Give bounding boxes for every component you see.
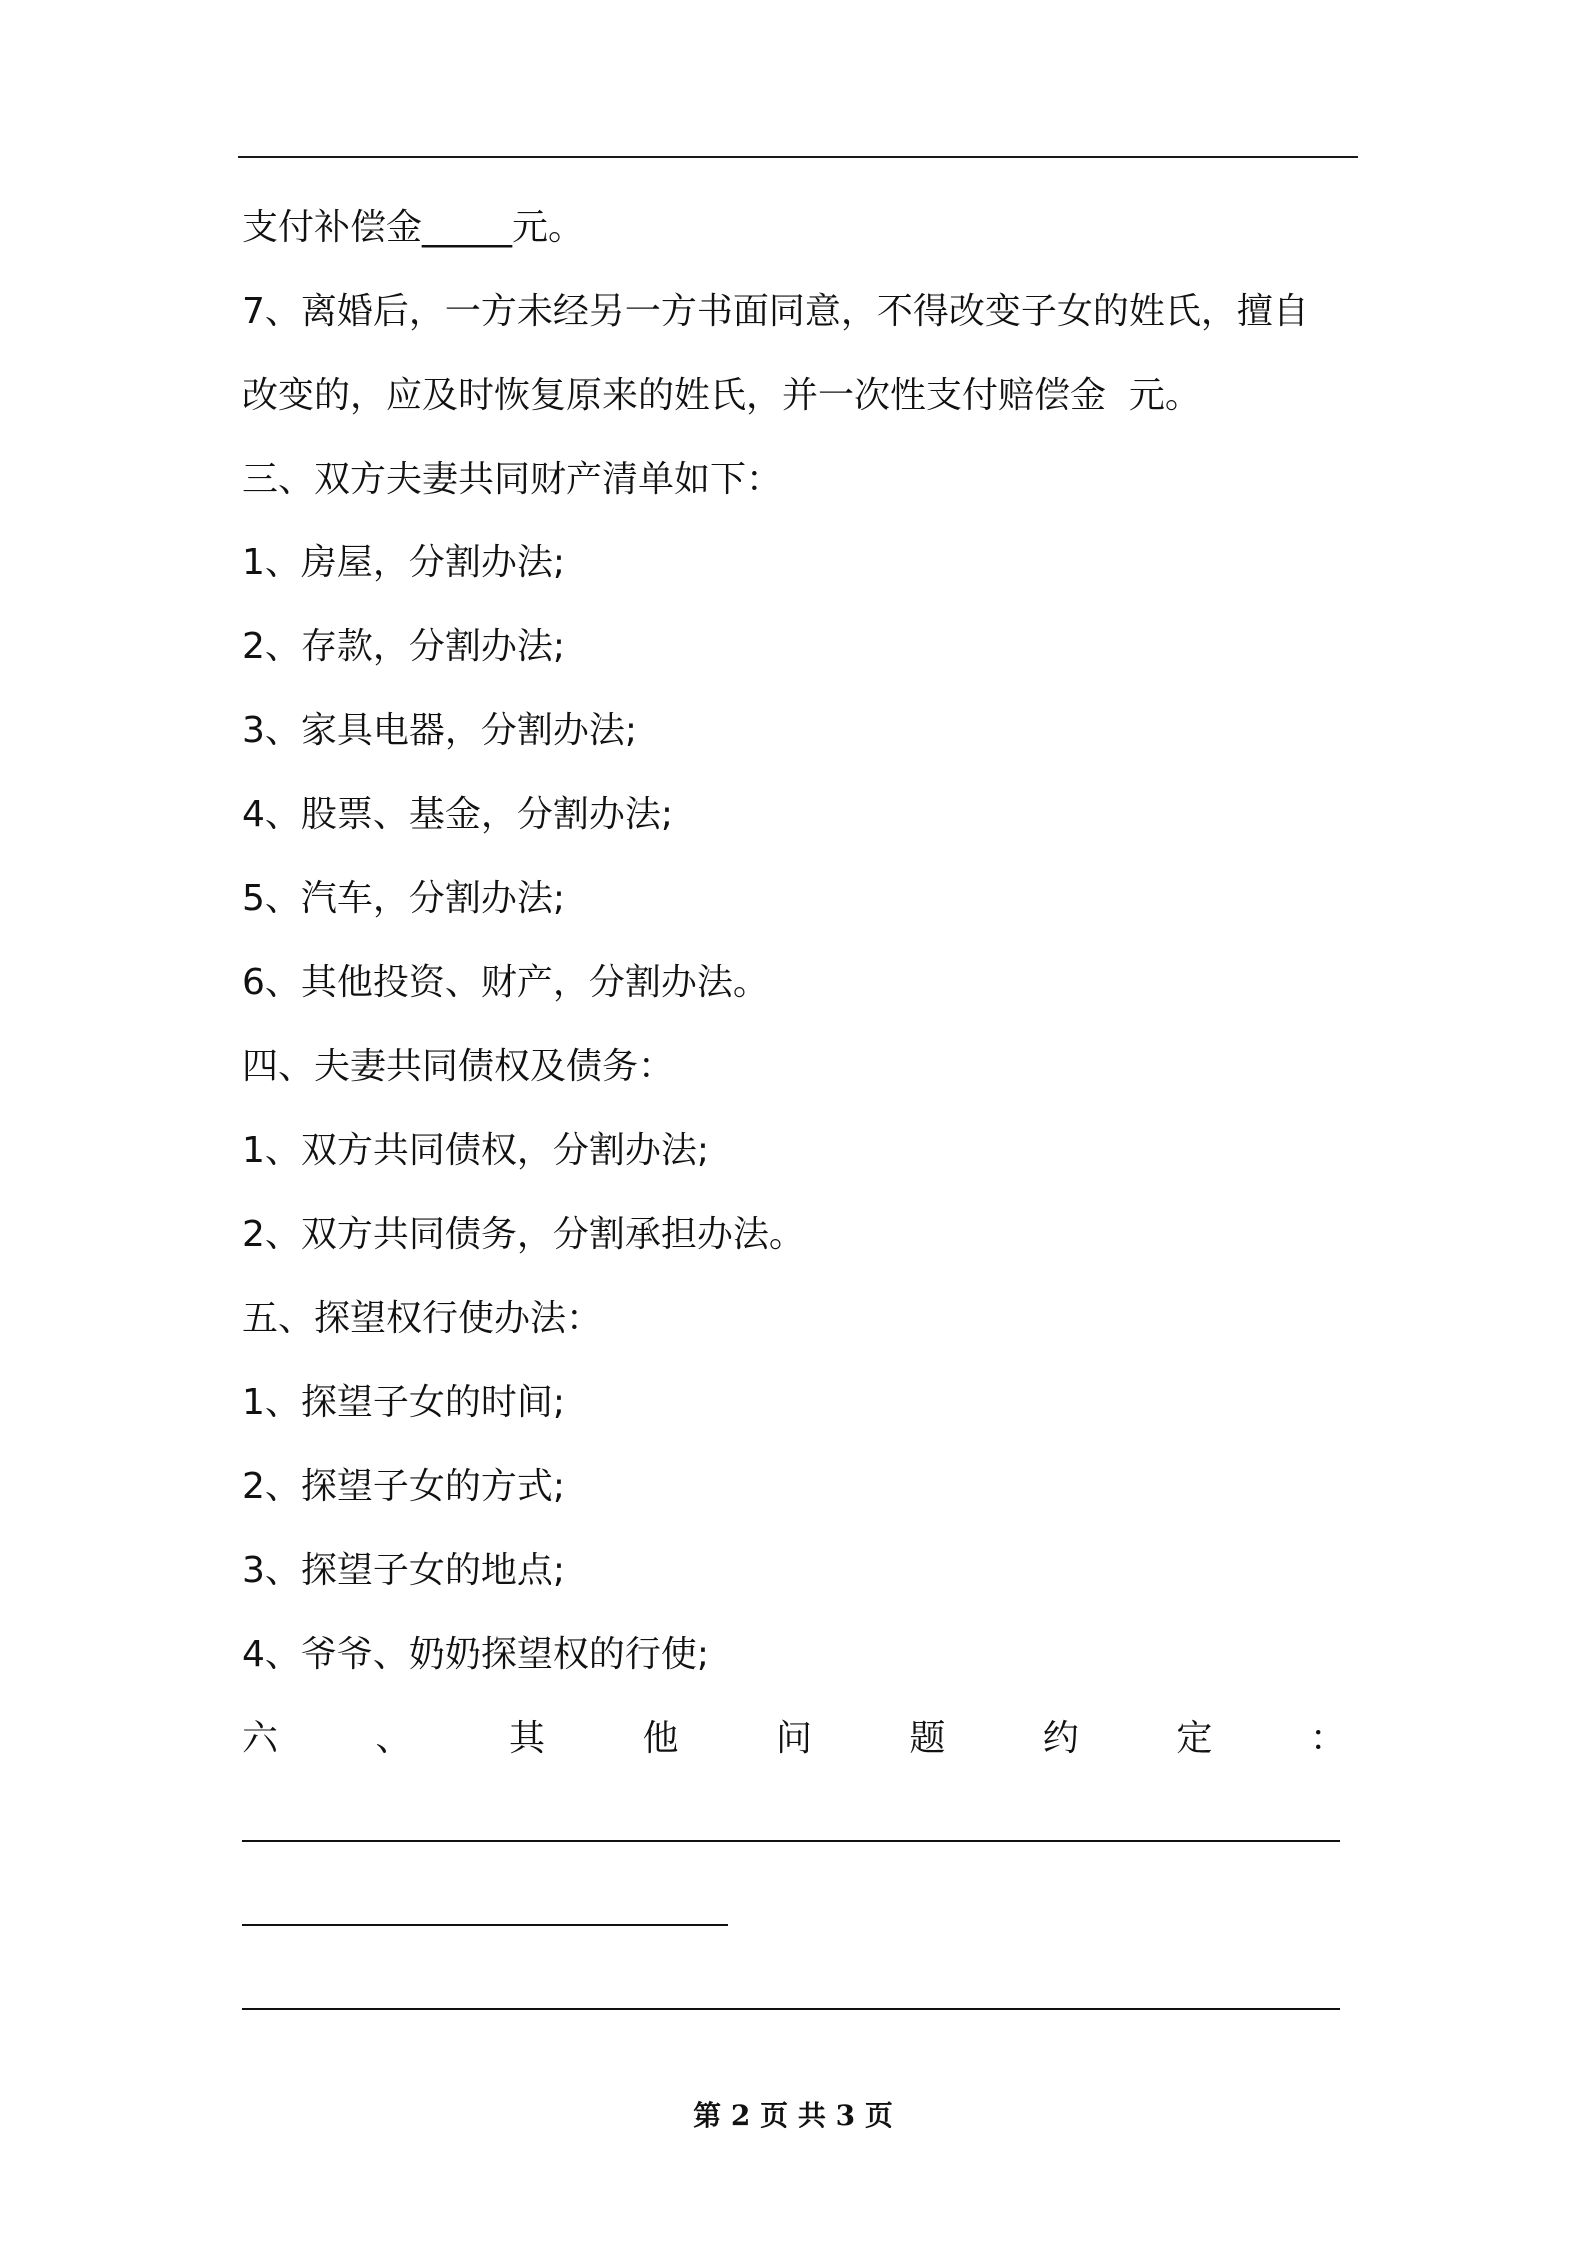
- heading-char: 其: [508, 1718, 545, 1759]
- fill-in-blank-line: [242, 1840, 1340, 1842]
- list-item: 2、探望子女的方式;: [242, 1466, 566, 1507]
- list-item: 4、爷爷、奶奶探望权的行使;: [242, 1634, 710, 1675]
- list-item: 1、房屋，分割办法;: [242, 542, 566, 583]
- section-heading-six: [242, 1717, 1346, 1761]
- fill-in-blank-line: [242, 2008, 1340, 2010]
- heading-char: 约: [1042, 1718, 1079, 1759]
- text-line: 改变的，应及时恢复原来的姓氏，并一次性支付赔偿金 元。: [242, 375, 1201, 416]
- list-item: 3、家具电器，分割办法;: [242, 710, 638, 751]
- page-footer: 第 2 页 共 3 页: [693, 2099, 893, 2132]
- list-item: 1、探望子女的时间;: [242, 1382, 566, 1423]
- heading-char: 、: [375, 1718, 412, 1759]
- list-item: 1、双方共同债权，分割办法;: [242, 1130, 710, 1171]
- list-item: 6、其他投资、财产，分割办法。: [242, 962, 769, 1003]
- heading-char: 题: [909, 1718, 946, 1759]
- list-item: 4、股票、基金，分割办法;: [242, 794, 674, 835]
- section-heading-four: 四、夫妻共同债权及债务：: [242, 1046, 675, 1087]
- heading-char: ：: [1309, 1718, 1346, 1759]
- text-line: 7、离婚后，一方未经另一方书面同意，不得改变子女的姓氏，擅自: [242, 291, 1309, 332]
- section-heading-five: 五、探望权行使办法：: [242, 1298, 603, 1339]
- list-item: 3、探望子女的地点;: [242, 1550, 566, 1591]
- heading-char: 问: [775, 1718, 812, 1759]
- list-item: 2、存款，分割办法;: [242, 626, 566, 667]
- heading-char: 定: [1176, 1718, 1213, 1759]
- header-rule: [238, 156, 1358, 158]
- heading-char: 他: [642, 1718, 679, 1759]
- list-item: 5、汽车，分割办法;: [242, 878, 566, 919]
- fill-in-blank-line: [242, 1924, 728, 1926]
- list-item: 2、双方共同债务，分割承担办法。: [242, 1214, 805, 1255]
- section-heading-three: 三、双方夫妻共同财产清单如下：: [242, 459, 783, 500]
- heading-char: 六: [242, 1718, 279, 1759]
- text-line: 支付补偿金_____元。: [242, 207, 585, 248]
